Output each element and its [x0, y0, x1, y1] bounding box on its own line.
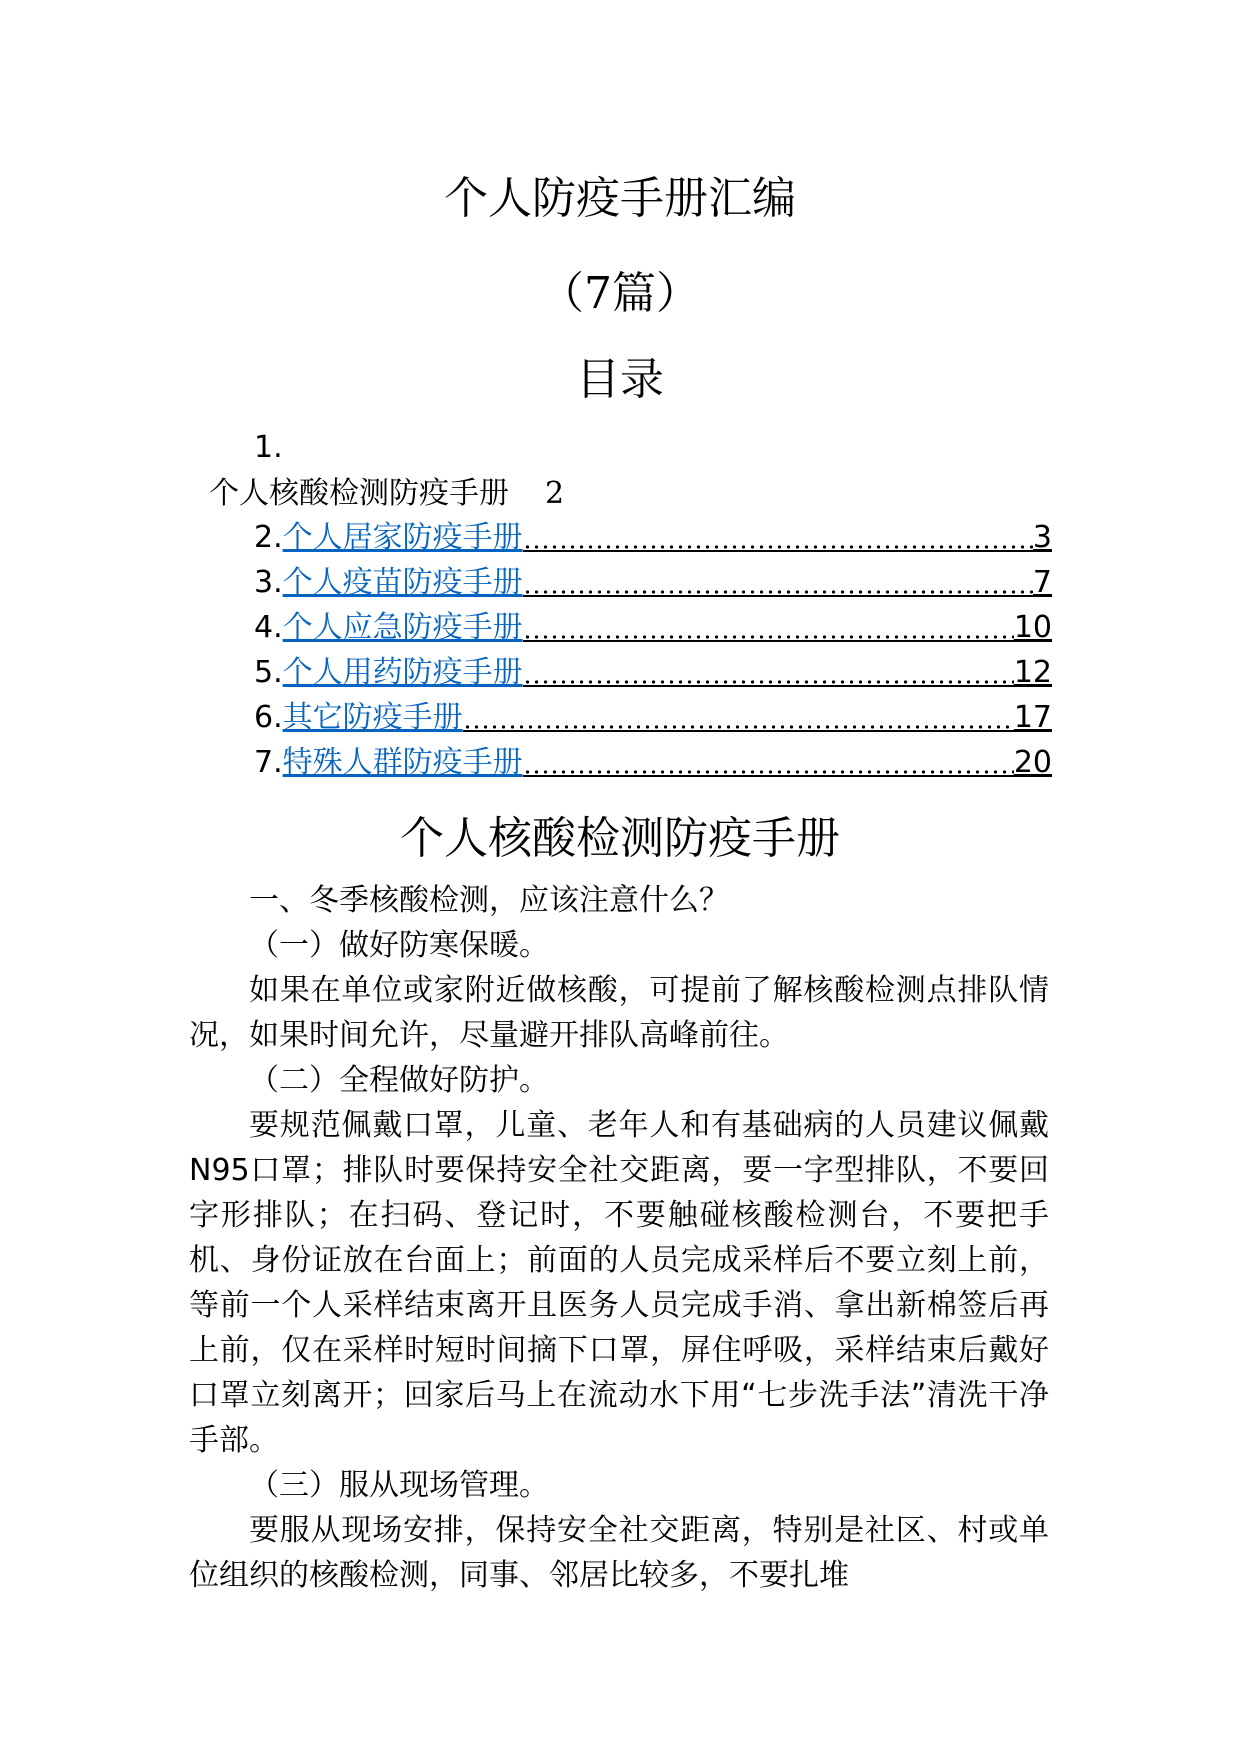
- toc-item-link[interactable]: 其它防疫手册: [282, 700, 463, 735]
- toc-item-7[interactable]: [254, 739, 1052, 783]
- toc-item-1-number: 1.: [254, 430, 283, 465]
- toc-item-page: 20: [1013, 745, 1052, 780]
- toc-item-3[interactable]: [254, 559, 1052, 603]
- toc-dot-leader: [523, 679, 1014, 687]
- section-body: [189, 878, 1049, 1598]
- document-title: 个人防疫手册汇编: [444, 173, 796, 224]
- body-paragraph: 要服从现场安排，保持安全社交距离，特别是社区、村或单位组织的核酸检测，同事、邻居比较多，不要扎堆: [189, 1513, 1049, 1593]
- toc-item-number: 7.: [254, 745, 283, 780]
- toc-item-link[interactable]: 个人用药防疫手册: [282, 655, 523, 690]
- body-paragraph: 如果在单位或家附近做核酸，可提前了解核酸检测点排队情况，如果时间允许，尽量避开排队高峰前往。: [189, 973, 1049, 1053]
- subsection-heading: （三）服从现场管理。: [249, 1468, 549, 1503]
- toc-item-6[interactable]: [254, 694, 1052, 738]
- section-question-heading: 一、冬季核酸检测，应该注意什么？: [249, 883, 729, 918]
- toc-dot-leader: [523, 634, 1014, 642]
- toc-item-page: 17: [1013, 700, 1052, 735]
- subtitle-open: （: [540, 268, 584, 319]
- toc-item-number: 5.: [254, 655, 283, 690]
- toc-item-page: 3: [1032, 520, 1052, 555]
- toc-item-1[interactable]: [209, 474, 564, 514]
- subtitle-count: 7: [584, 268, 612, 319]
- toc-item-number: 6.: [254, 700, 283, 735]
- body-paragraph: 要规范佩戴口罩，儿童、老年人和有基础病的人员建议佩戴N95口罩；排队时要保持安全社交距离，要一字型排队，不要回字形排队；在扫码、登记时，不要触碰核酸检测台，不要把手机、身份证放在台面上；前面的人员完成采样后不要立刻上前，等前一个人采样结束离开且医务人员完成手消、拿出新棉签后再上前，仅在采样时短时间摘下口罩，屏住呼吸，采样结束后戴好口罩立刻离开；回家后马上在流动水下用“七步洗手法”清洗干净手部。: [189, 1108, 1049, 1458]
- toc-dot-leader: [523, 544, 1033, 552]
- toc-item-1-page: 2: [545, 476, 565, 511]
- subtitle-rest: 篇）: [612, 268, 700, 319]
- toc-dot-leader: [523, 589, 1033, 597]
- subsection-heading: （二）全程做好防护。: [249, 1063, 549, 1098]
- toc-item-number: 2.: [254, 520, 283, 555]
- toc-dot-leader: [463, 724, 1014, 732]
- toc-item-number: 3.: [254, 565, 283, 600]
- document-subtitle: [0, 266, 1240, 322]
- toc-item-link[interactable]: 个人疫苗防疫手册: [282, 565, 523, 600]
- toc-item-page: 10: [1013, 610, 1052, 645]
- section-title: 个人核酸检测防疫手册: [400, 813, 840, 864]
- toc-item-4[interactable]: [254, 604, 1052, 648]
- toc-item-number: 4.: [254, 610, 283, 645]
- toc-item-5[interactable]: [254, 649, 1052, 693]
- toc-item-page: 12: [1013, 655, 1052, 690]
- toc-item-link[interactable]: 个人应急防疫手册: [282, 610, 523, 645]
- toc-heading: 目录: [576, 354, 664, 405]
- toc-item-2[interactable]: [254, 514, 1052, 558]
- subsection-heading: （一）做好防寒保暖。: [249, 928, 549, 963]
- toc-item-page: 7: [1032, 565, 1052, 600]
- toc-dot-leader: [523, 769, 1014, 777]
- toc-item-link[interactable]: 特殊人群防疫手册: [282, 745, 523, 780]
- toc-item-link[interactable]: 个人居家防疫手册: [282, 520, 523, 555]
- toc-item-1-title: 个人核酸检测防疫手册: [209, 476, 509, 511]
